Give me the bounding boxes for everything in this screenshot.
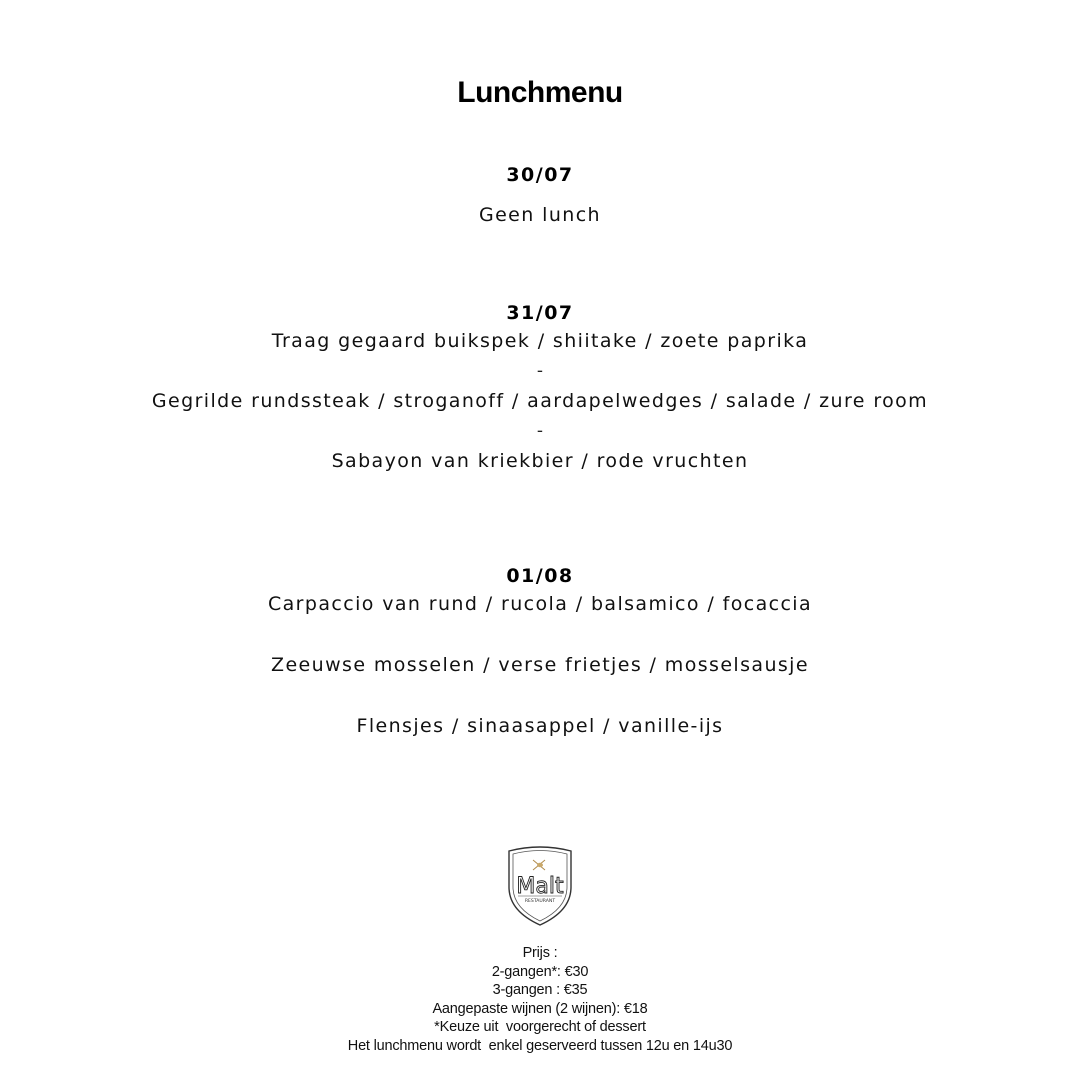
page-title: Lunchmenu xyxy=(457,76,623,109)
course-spacer xyxy=(0,680,1080,711)
course-spacer xyxy=(0,619,1080,650)
starter-dish: Traag gegaard buikspek / shiitake / zoete paprika xyxy=(271,330,809,352)
main-dish: Gegrilde rundssteak / stroganoff / aardapelwedges / salade / zure room xyxy=(151,390,929,412)
main-dish: Zeeuwse mosselen / verse frietjes / mosselsausje xyxy=(271,654,809,676)
day-section-2 xyxy=(0,300,1080,476)
day-section-3 xyxy=(0,563,1080,741)
service-hours: Het lunchmenu wordt enkel geserveerd tussen 12u en 14u30 xyxy=(347,1037,733,1054)
three-course-price: 3-gangen : €35 xyxy=(492,982,588,999)
malt-restaurant-logo-icon xyxy=(506,843,574,927)
no-lunch-text: Geen lunch xyxy=(478,204,602,226)
dessert-dish: Flensjes / sinaasappel / vanille-ijs xyxy=(356,715,724,737)
day-date: 01/08 xyxy=(506,565,574,587)
choice-note: *Keuze uit voorgerecht of dessert xyxy=(434,1019,646,1036)
day-section-1 xyxy=(0,162,1080,230)
day-date: 30/07 xyxy=(506,164,574,186)
starter-dish: Carpaccio van rund / rucola / balsamico / focaccia xyxy=(267,593,813,615)
price-label: Prijs : xyxy=(522,945,558,961)
logo-wordmark: Malt xyxy=(516,874,564,899)
course-separator: - xyxy=(536,361,544,381)
dessert-dish: Sabayon van kriekbier / rode vruchten xyxy=(331,450,749,472)
price-footer xyxy=(0,944,1080,1056)
wine-pairing-price: Aangepaste wijnen (2 wijnen): €18 xyxy=(432,1000,648,1017)
day-date: 31/07 xyxy=(506,302,574,324)
course-separator: - xyxy=(536,421,544,441)
logo-subtitle: RESTAURANT xyxy=(524,899,556,904)
two-course-price: 2-gangen*: €30 xyxy=(491,963,589,980)
